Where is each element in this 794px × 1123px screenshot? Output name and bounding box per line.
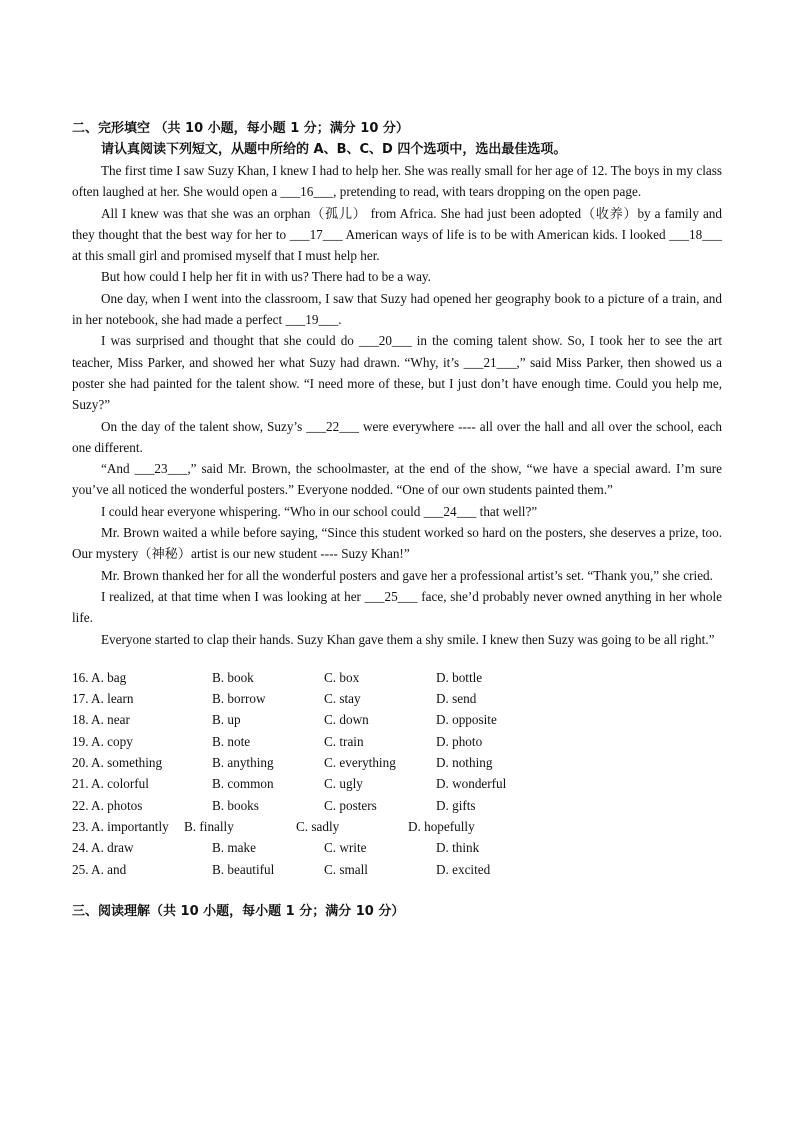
- question-17-options: [72, 688, 722, 709]
- question-24-options: [72, 837, 722, 858]
- option-b: B. common: [212, 776, 274, 792]
- option-a: 18. A. near: [72, 712, 130, 728]
- question-18-options: [72, 709, 722, 730]
- option-b: B. finally: [184, 818, 234, 834]
- option-a: 24. A. draw: [72, 840, 134, 856]
- option-a: 17. A. learn: [72, 691, 134, 707]
- option-b: B. note: [212, 733, 251, 749]
- option-b: B. up: [212, 712, 241, 728]
- option-d: D. gifts: [436, 797, 476, 813]
- passage-paragraph: Mr. Brown thanked her for all the wonderful posters and gave her a professional artist’s set. “Thank you,” she cried.: [101, 567, 713, 583]
- option-a: 22. A. photos: [72, 797, 143, 813]
- option-a: 19. A. copy: [72, 733, 133, 749]
- passage-paragraph: Mr. Brown waited a while before saying, “Since this student worked so hard on the posters, she deserves a prize, too. Our mystery（神秘）artist is our new student ---- Suzy Khan!”: [72, 525, 722, 562]
- option-d: D. bottle: [436, 669, 483, 685]
- passage-paragraph: The first time I saw Suzy Khan, I knew I had to help her. She was really small for her age of 12. The boys in my class often laughed at her. She would open a ___16___, pretending to read, with tears dropping on the open page.: [72, 163, 722, 200]
- option-c: C. ugly: [324, 776, 363, 792]
- option-d: D. hopefully: [408, 818, 475, 834]
- option-c: C. down: [324, 712, 369, 728]
- option-b: B. beautiful: [212, 861, 275, 877]
- option-b: B. books: [212, 797, 259, 813]
- question-16-options: [72, 667, 722, 688]
- question-23-options: [72, 816, 722, 837]
- option-a: 23. A. importantly: [72, 818, 169, 834]
- option-b: B. make: [212, 840, 256, 856]
- question-21-options: [72, 773, 722, 794]
- option-d: D. nothing: [436, 755, 493, 771]
- passage-paragraph: But how could I help her fit in with us? There had to be a way.: [101, 269, 431, 285]
- option-c: C. box: [324, 669, 360, 685]
- option-d: D. wonderful: [436, 776, 507, 792]
- question-19-options: [72, 731, 722, 752]
- option-a: 21. A. colorful: [72, 776, 149, 792]
- option-c: C. sadly: [296, 818, 340, 834]
- option-c: C. stay: [324, 691, 361, 707]
- passage-paragraph: “And ___23___,” said Mr. Brown, the schoolmaster, at the end of the show, “we have a special award. I’m sure you’ve all noticed the wonderful posters.” Everyone nodded. “One of our own students painted them.”: [72, 461, 722, 498]
- section-2-instruction: 请认真阅读下列短文，从题中所给的 A、B、C、D 四个选项中，选出最佳选项。: [101, 142, 567, 157]
- option-a: 16. A. bag: [72, 669, 127, 685]
- option-d: D. photo: [436, 733, 483, 749]
- section-3-title: 三、阅读理解（共 10 小题，每小题 1 分；满分 10 分）: [72, 903, 405, 919]
- option-d: D. excited: [436, 861, 491, 877]
- option-b: B. book: [212, 669, 254, 685]
- option-d: D. opposite: [436, 712, 497, 728]
- option-b: B. borrow: [212, 691, 266, 707]
- option-a: 25. A. and: [72, 861, 127, 877]
- option-d: D. think: [436, 840, 480, 856]
- exam-page: [72, 118, 722, 922]
- option-c: C. small: [324, 861, 368, 877]
- question-22-options: [72, 795, 722, 816]
- option-a: 20. A. something: [72, 755, 163, 771]
- question-20-options: [72, 752, 722, 773]
- option-c: C. posters: [324, 797, 377, 813]
- cloze-passage: [72, 160, 722, 650]
- passage-paragraph: I realized, at that time when I was looking at her ___25___ face, she’d probably never owned anything in her whole life.: [72, 588, 722, 626]
- passage-paragraph: All I knew was that she was an orphan（孤儿） from Africa. She had just been adopted（收养）by a family and they thought that the best way for her to ___17___ American ways of life is to be with American kids. I looked ___18___ at this small girl and promised myself that I must help her.: [72, 205, 722, 264]
- option-c: C. everything: [324, 755, 396, 771]
- question-25-options: [72, 859, 722, 880]
- option-c: C. write: [324, 840, 367, 856]
- passage-paragraph: I could hear everyone whispering. “Who in our school could ___24___ that well?”: [101, 503, 538, 519]
- option-c: C. train: [324, 733, 364, 749]
- section-2-title: 二、完形填空 （共 10 小题，每小题 1 分；满分 10 分）: [72, 121, 409, 136]
- passage-paragraph: Everyone started to clap their hands. Suzy Khan gave them a shy smile. I knew then Suzy was going to be all right.”: [101, 631, 715, 647]
- option-d: D. send: [436, 691, 477, 707]
- passage-paragraph: One day, when I went into the classroom, I saw that Suzy had opened her geography book to a picture of a train, and in her notebook, she had made a perfect ___19___.: [72, 290, 722, 328]
- answer-options: [72, 667, 722, 880]
- passage-paragraph: I was surprised and thought that she could do ___20___ in the coming talent show. So, I took her to see the art teacher, Miss Parker, and showed her what Suzy had drawn. “Why, it’s ___21___,” said Miss Parker, then showed us a poster she had painted for the talent show. “I need more of these, but I just don’t have enough time. Could you help me, Suzy?”: [72, 333, 722, 413]
- option-b: B. anything: [212, 755, 274, 771]
- passage-paragraph: On the day of the talent show, Suzy’s ___22___ were everywhere ---- all over the hall and all over the school, each one different.: [72, 418, 722, 455]
